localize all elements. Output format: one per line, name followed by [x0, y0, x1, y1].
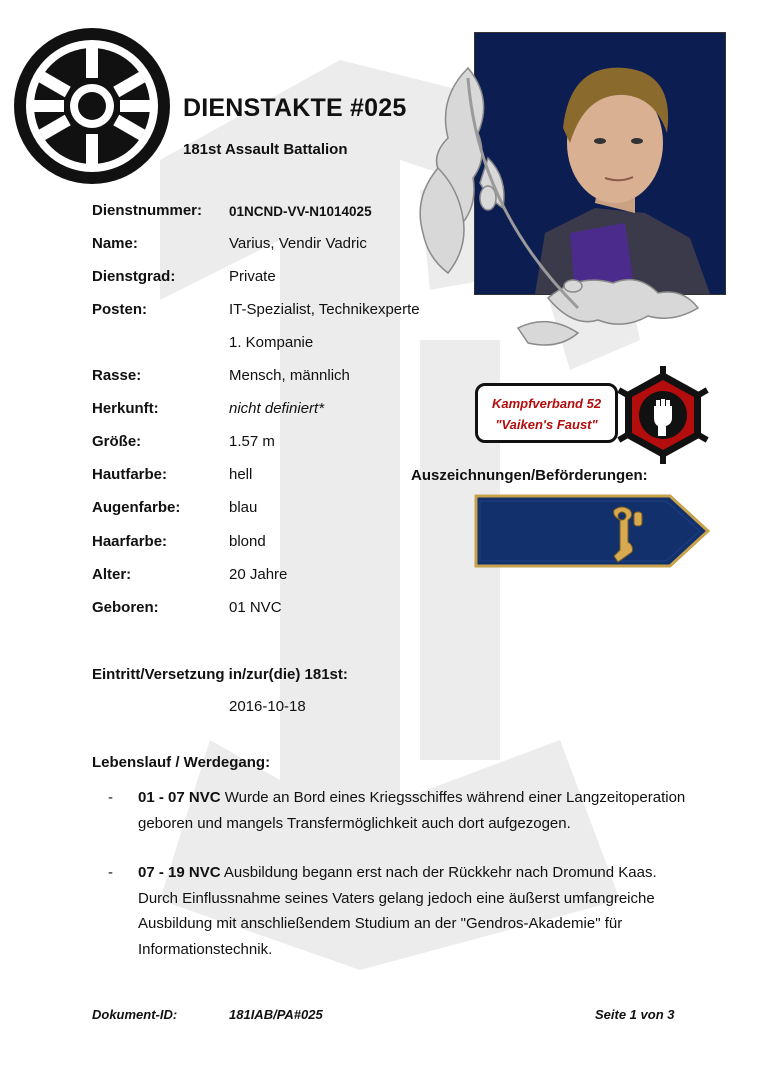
footer-page-number: Seite 1 von 3: [595, 1007, 675, 1022]
field-value: blau: [229, 499, 258, 516]
awards-heading: Auszeichnungen/Beförderungen:: [411, 467, 648, 484]
unit-nickname: "Vaiken's Faust": [495, 417, 598, 432]
document-title: DIENSTAKTE #025: [183, 94, 407, 122]
fist-emblem-icon: [616, 366, 710, 464]
bio-heading: Lebenslauf / Werdegang:: [92, 754, 271, 771]
footer-doc-id: 181IAB/PA#025: [229, 1007, 323, 1022]
field-value: nicht definiert*: [229, 400, 325, 417]
field-label: Größe:: [92, 433, 142, 450]
list-marker: -: [108, 864, 113, 881]
bio-text: Ausbildung begann erst nach der Rückkehr nach Dromund Kaas. Durch Einflussnahme seines Vaters gelang jedoch eine äußerst umfangreiche Ausbildung mit anschließendem Studium an der "Gendros-Akademie" für Informationstechnik.: [138, 864, 657, 958]
field-value: Varius, Vendir Vadric: [229, 235, 367, 252]
field-value: blond: [229, 533, 266, 550]
field-value: IT-Spezialist, Technikexperte: [229, 301, 420, 318]
field-label: Geboren:: [92, 599, 159, 616]
list-marker: -: [108, 789, 113, 806]
field-value: 01NCND-VV-N1014025: [229, 204, 372, 219]
field-label: Posten:: [92, 301, 148, 318]
field-value: 20 Jahre: [229, 566, 288, 583]
field-value: 1.57 m: [229, 433, 275, 450]
field-value: Private: [229, 268, 276, 285]
field-label: Alter:: [92, 566, 132, 583]
oak-leaves-icon: [408, 58, 708, 358]
bio-period: 01 - 07 NVC: [138, 789, 221, 806]
field-label: Dienstnummer:: [92, 202, 203, 219]
document-subtitle: 181st Assault Battalion: [183, 141, 348, 158]
bio-text: Wurde an Bord eines Kriegsschiffes während einer Langzeitoperation geboren und mangels Transfermöglichkeit auch dort aufgezogen.: [138, 789, 686, 832]
bio-period: 07 - 19 NVC: [138, 864, 221, 881]
bio-item: [108, 860, 698, 962]
bio-item: [108, 785, 698, 836]
field-label: Haarfarbe:: [92, 533, 168, 550]
field-value: hell: [229, 466, 253, 483]
rank-insignia-icon: [474, 492, 712, 570]
field-label: Dienstgrad:: [92, 268, 176, 285]
unit-name: Kampfverband 52: [491, 396, 602, 411]
field-label: Name:: [92, 235, 138, 252]
field-value: Mensch, männlich: [229, 367, 350, 384]
field-label: Augenfarbe:: [92, 499, 181, 516]
footer-doc-label: Dokument-ID:: [92, 1007, 178, 1022]
entry-date: 2016-10-18: [229, 698, 306, 715]
field-label: Hautfarbe:: [92, 466, 168, 483]
entry-heading: Eintritt/Versetzung in/zur(die) 181st:: [92, 666, 348, 683]
imperial-emblem-icon: [12, 26, 172, 186]
field-value: 1. Kompanie: [229, 334, 314, 351]
field-label: Rasse:: [92, 367, 142, 384]
unit-badge: [475, 383, 618, 443]
field-value: 01 NVC: [229, 599, 282, 616]
field-label: Herkunft:: [92, 400, 159, 417]
